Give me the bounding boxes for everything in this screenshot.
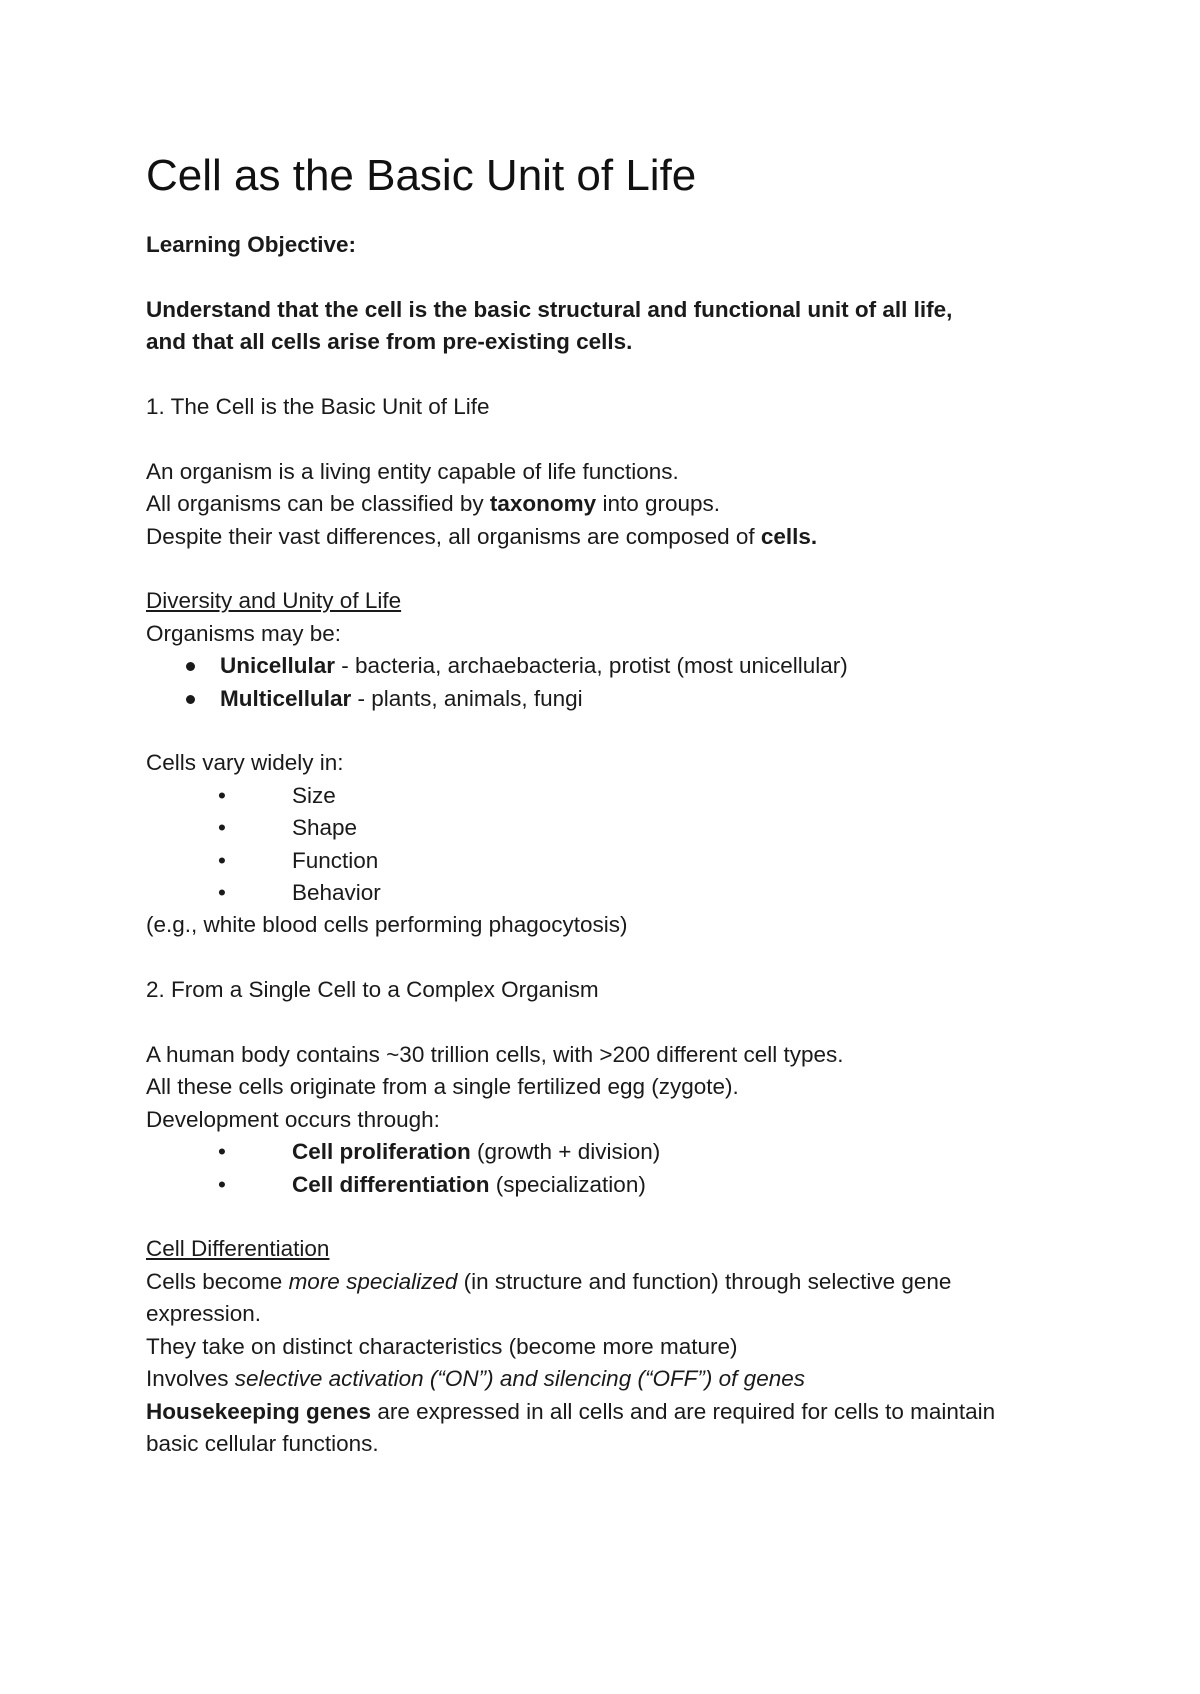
- list-item-term: Cell differentiation: [292, 1171, 490, 1197]
- objective-text-line-2: and that all cells arise from pre-existing cells.: [146, 329, 633, 355]
- bullet-dot-icon: [186, 695, 195, 704]
- vary-list: [146, 780, 1046, 910]
- term-cells: cells.: [760, 523, 818, 549]
- list-item-term: Cell proliferation: [292, 1139, 471, 1165]
- list-item: [146, 780, 1046, 812]
- section-2-paragraph-2: All these cells originate from a single fertilized egg (zygote).: [146, 1074, 739, 1100]
- list-item-desc: - plants, animals, fungi: [351, 685, 583, 711]
- list-item: [146, 877, 1046, 909]
- list-item-text: Function: [292, 847, 379, 873]
- section-2-heading: 2. From a Single Cell to a Complex Organism: [146, 977, 599, 1003]
- spacer: [146, 715, 1046, 747]
- bullet-icon: •: [218, 847, 226, 873]
- emphasis-text: more specialized: [288, 1268, 458, 1294]
- spacer: [146, 553, 1046, 585]
- subheading-differentiation: Cell Differentiation: [146, 1236, 330, 1262]
- list-item: [146, 845, 1046, 877]
- organism-type-list: [146, 650, 1046, 715]
- vary-example: (e.g., white blood cells performing phagocytosis): [146, 912, 628, 938]
- text-run: All organisms can be classified by: [146, 491, 490, 517]
- section-1-heading: 1. The Cell is the Basic Unit of Life: [146, 394, 490, 419]
- objective-label: Learning Objective:: [146, 232, 357, 257]
- bullet-icon: •: [218, 815, 226, 841]
- list-item: [146, 683, 1046, 715]
- section-2-paragraph-1: A human body contains ~30 trillion cells, with >200 different cell types.: [146, 1042, 844, 1068]
- term-taxonomy: taxonomy: [489, 491, 597, 517]
- document-content: [146, 146, 1046, 1460]
- text-run: Involves: [146, 1366, 235, 1392]
- vary-intro: Cells vary widely in:: [146, 750, 344, 776]
- organisms-intro: Organisms may be:: [146, 620, 342, 646]
- bullet-icon: •: [218, 1139, 226, 1165]
- differentiation-paragraph-1: [146, 1266, 1046, 1331]
- list-item-term: Unicellular: [220, 653, 336, 679]
- bullet-dot-icon: [186, 662, 195, 671]
- text-run: into groups.: [596, 491, 721, 517]
- differentiation-paragraph-3: [146, 1363, 1046, 1395]
- list-item-desc: (growth + division): [470, 1139, 661, 1165]
- section-2-paragraph-3: Development occurs through:: [146, 1106, 440, 1132]
- term-housekeeping-genes: Housekeeping genes: [146, 1398, 372, 1424]
- list-item: [146, 650, 1046, 682]
- list-item-term: Multicellular: [220, 685, 352, 711]
- bullet-icon: •: [218, 782, 226, 808]
- differentiation-paragraph-2: They take on distinct characteristics (become more mature): [146, 1333, 738, 1359]
- objective-text-line-1: Understand that the cell is the basic structural and functional unit of all life,: [146, 296, 953, 322]
- spacer: [146, 1007, 1046, 1039]
- spacer: [146, 261, 1046, 293]
- development-list: [146, 1136, 1046, 1201]
- section-1-paragraph-1: An organism is a living entity capable of life functions.: [146, 458, 679, 484]
- bullet-icon: •: [218, 1171, 226, 1197]
- text-run: are expressed in all cells and are required for cells to maintain basic cellular functions.: [146, 1398, 996, 1456]
- section-1-paragraph-2: [146, 488, 1046, 520]
- differentiation-paragraph-4: [146, 1396, 1046, 1461]
- list-item-text: Shape: [292, 815, 358, 841]
- spacer: [146, 1201, 1046, 1233]
- spacer: [146, 359, 1046, 391]
- page-title: Cell as the Basic Unit of Life: [146, 151, 697, 200]
- list-item-text: Behavior: [292, 880, 381, 906]
- subheading-diversity: Diversity and Unity of Life: [146, 588, 402, 614]
- list-item-desc: - bacteria, archaebacteria, protist (most unicellular): [335, 653, 848, 679]
- list-item-text: Size: [292, 782, 336, 808]
- spacer: [146, 942, 1046, 974]
- text-run: Despite their vast differences, all organisms are composed of: [146, 523, 761, 549]
- bullet-icon: •: [218, 880, 226, 906]
- text-run: Cells become: [146, 1268, 289, 1294]
- list-item: [146, 1169, 1046, 1201]
- section-1-paragraph-3: [146, 521, 1046, 553]
- list-item: [146, 812, 1046, 844]
- list-item-desc: (specialization): [489, 1171, 646, 1197]
- spacer: [146, 423, 1046, 455]
- list-item: [146, 1136, 1046, 1168]
- text-run: (in structure and function) through selective gene expression.: [146, 1268, 952, 1327]
- emphasis-text: selective activation (“ON”) and silencing (“OFF”) of genes: [234, 1366, 805, 1392]
